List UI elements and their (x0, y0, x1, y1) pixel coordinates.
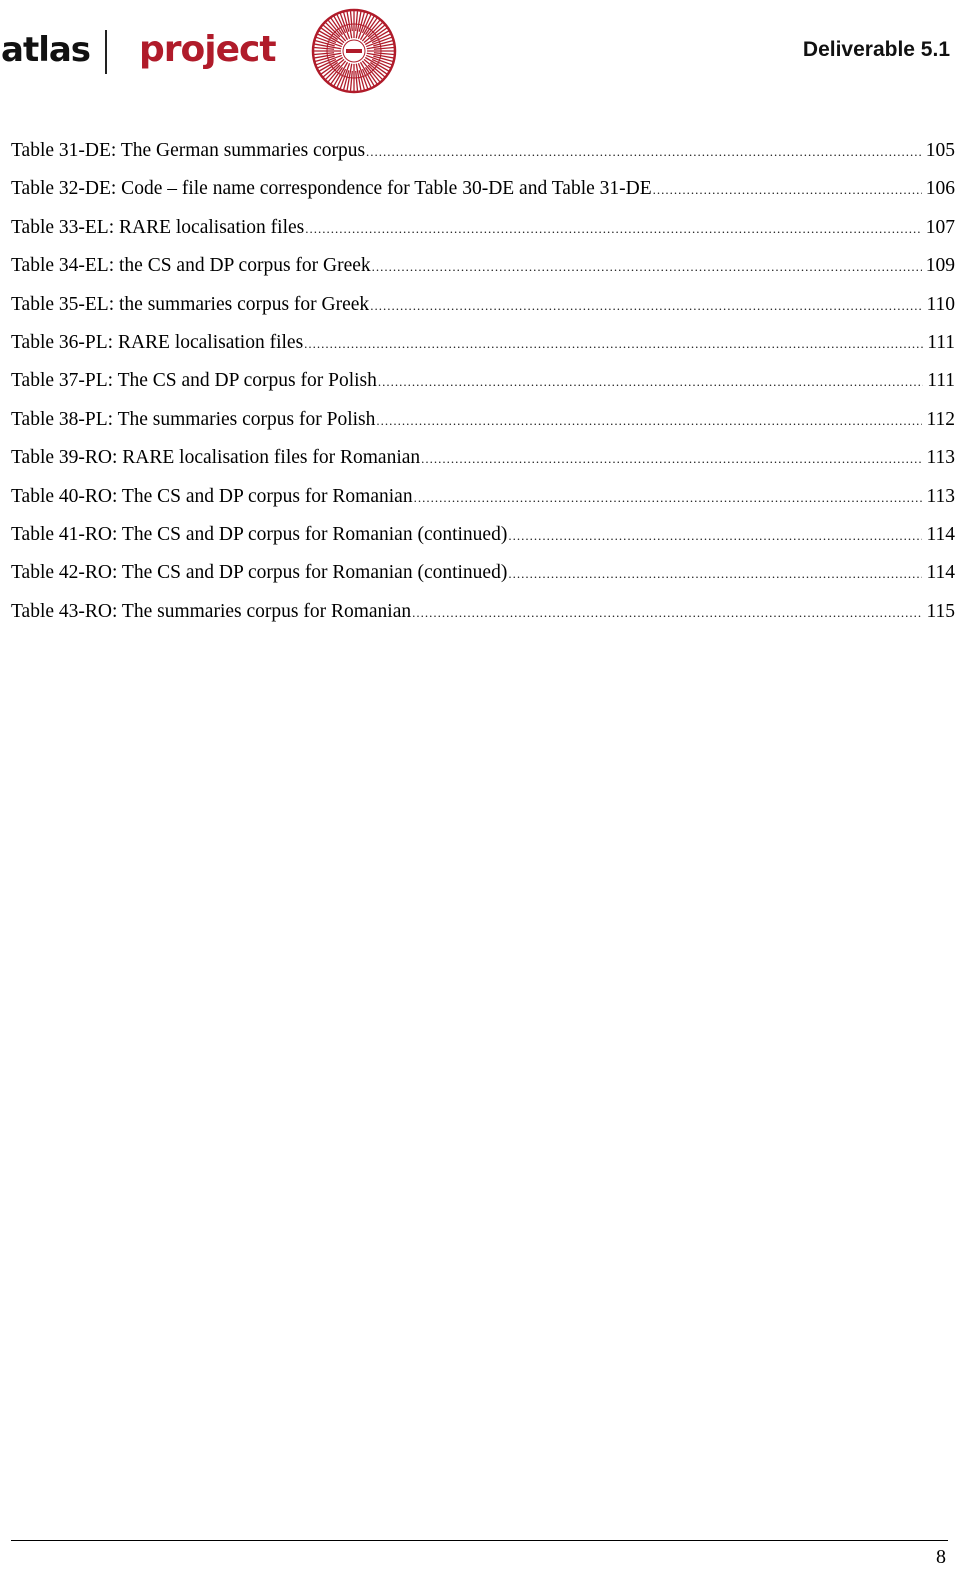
toc-page-number: 110 (926, 293, 955, 315)
toc-entry-label: Table 40-RO: The CS and DP corpus for Romanian (11, 485, 413, 507)
toc-dot-leader (378, 368, 923, 396)
toc-page-number: 112 (926, 408, 955, 430)
toc-page-number: 111 (927, 331, 955, 353)
toc-entry[interactable] (11, 291, 955, 329)
project-logo: project (139, 29, 276, 70)
toc-entry[interactable] (11, 598, 955, 636)
toc-entry[interactable] (11, 483, 955, 521)
page-number: 8 (936, 1546, 946, 1568)
toc-page-number: 113 (926, 447, 955, 469)
seal-ray (351, 71, 353, 91)
toc-entry-label: Table 36-PL: RARE localisation files (11, 331, 304, 353)
toc-page-number: 114 (926, 562, 955, 584)
toc-entry-label: Table 33-EL: RARE localisation files (11, 216, 305, 238)
toc-entry-label: Table 34-EL: the CS and DP corpus for Greek (11, 255, 371, 277)
toc-dot-leader (508, 560, 922, 588)
toc-entry[interactable] (11, 406, 955, 444)
toc-page-number: 106 (925, 178, 955, 200)
toc-dot-leader (304, 330, 923, 358)
toc-dot-leader (372, 253, 922, 281)
toc-entry-label: Table 31-DE: The German summaries corpus (11, 140, 366, 161)
toc-page-number: 107 (925, 216, 955, 238)
toc-entry[interactable] (11, 559, 955, 597)
toc-dot-leader (376, 407, 922, 435)
seal-ray (351, 11, 353, 31)
toc-entry[interactable] (11, 214, 955, 252)
toc-entry-label: Table 42-RO: The CS and DP corpus for Romanian (continued) (11, 562, 508, 584)
toc-entry-label: Table 32-DE: Code – file name correspondence for Table 30-DE and Table 31-DE (11, 178, 652, 200)
toc-entry[interactable] (11, 367, 955, 405)
toc-page-number: 115 (926, 600, 955, 622)
toc-entry[interactable] (11, 444, 955, 482)
toc-dot-leader (305, 215, 922, 243)
toc-entry[interactable] (11, 175, 955, 213)
seal-ray (356, 11, 358, 31)
toc-dot-leader (414, 484, 923, 512)
toc-page-number: 105 (925, 140, 955, 161)
seal-ray (374, 53, 394, 55)
toc-entry-label: Table 39-RO: RARE localisation files for Romanian (11, 447, 421, 469)
footer-divider (11, 1540, 948, 1541)
toc-dot-leader (370, 292, 922, 320)
page-header (0, 0, 960, 105)
toc-entry[interactable] (11, 137, 955, 175)
atlas-logo: atlas (1, 30, 91, 70)
toc-entry-label: Table 38-PL: The summaries corpus for Polish (11, 408, 376, 430)
toc-entry-label: Table 37-PL: The CS and DP corpus for Polish (11, 370, 377, 392)
toc-dot-leader (412, 599, 922, 627)
toc-page-number: 113 (926, 485, 955, 507)
toc-entry[interactable] (11, 252, 955, 290)
toc-page-number: 109 (925, 255, 955, 277)
toc-entry[interactable] (11, 329, 955, 367)
deliverable-label: Deliverable 5.1 (802, 38, 950, 61)
toc-entry[interactable] (11, 521, 955, 559)
toc-page-number: 114 (926, 523, 955, 545)
toc-dot-leader (508, 522, 922, 550)
toc-dot-leader (421, 445, 922, 473)
toc-dot-leader (653, 176, 922, 204)
seal-ray (314, 53, 334, 55)
list-of-tables (11, 137, 955, 636)
atlas-seal-icon (308, 5, 400, 97)
logo-divider (105, 30, 107, 74)
seal-ray (314, 48, 334, 50)
toc-entry-label: Table 41-RO: The CS and DP corpus for Romanian (continued) (11, 523, 508, 545)
seal-ray (356, 71, 358, 91)
toc-entry-label: Table 43-RO: The summaries corpus for Romanian (11, 600, 412, 622)
toc-entry-label: Table 35-EL: the summaries corpus for Greek (11, 293, 370, 315)
seal-ray (374, 48, 394, 50)
toc-page-number: 111 (927, 370, 955, 392)
toc-dot-leader (366, 138, 922, 166)
